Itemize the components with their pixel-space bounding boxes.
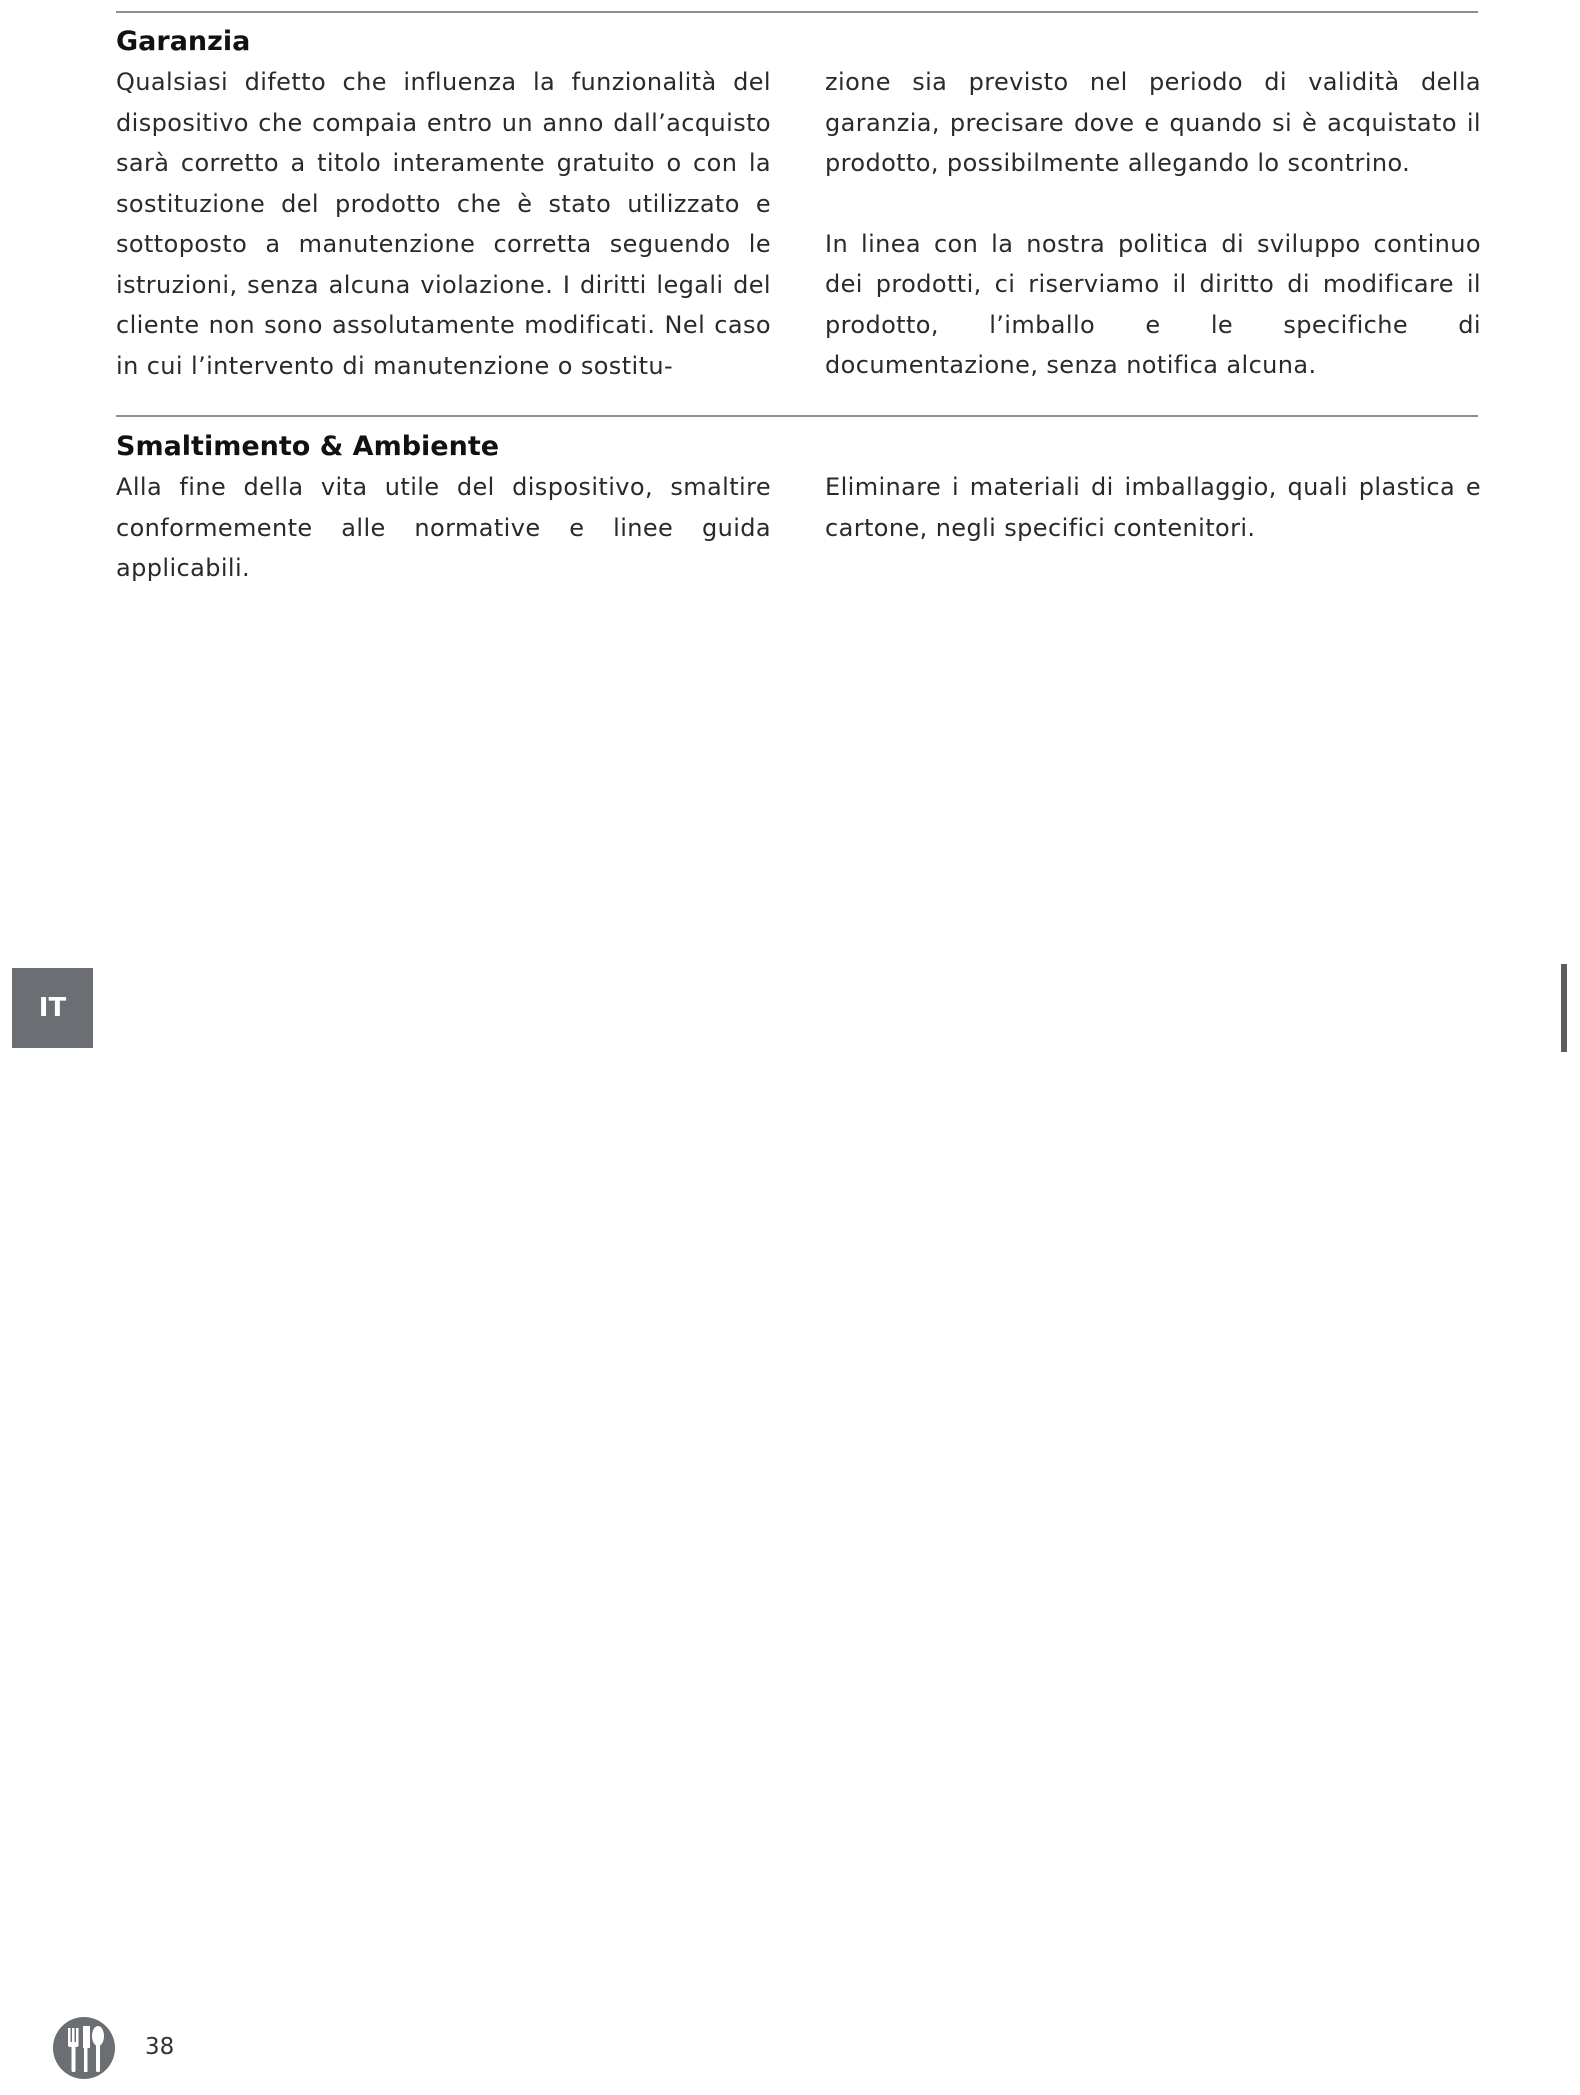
- smaltimento-left-column: [116, 467, 771, 589]
- smaltimento-right-column: [825, 467, 1481, 548]
- page-edge-marker: [1561, 964, 1567, 1052]
- language-tab: [12, 968, 93, 1048]
- language-tab-label: IT: [38, 993, 67, 1023]
- cutlery-logo-icon: [52, 2016, 116, 2080]
- section-heading-garanzia: Garanzia: [116, 26, 251, 57]
- section-divider: [116, 415, 1478, 417]
- garanzia-paragraph: zione sia previsto nel periodo di validità della garanzia, precisare dove e quando si è acquistato il prodotto, possibilmente allegando lo scontrino.: [825, 68, 1481, 177]
- page-number: 38: [145, 2034, 175, 2060]
- smaltimento-paragraph: Eliminare i materiali di imballaggio, quali plastica e cartone, negli specifici contenitori.: [825, 473, 1481, 542]
- section-heading-smaltimento: Smaltimento & Ambiente: [116, 431, 500, 462]
- garanzia-left-column: [116, 62, 771, 386]
- smaltimento-paragraph: Alla fine della vita utile del dispositivo, smaltire conformemente alle normative e linee guida applicabili.: [116, 473, 771, 582]
- garanzia-paragraph: Qualsiasi difetto che influenza la funzionalità del dispositivo che compaia entro un anno dall’acquisto sarà corretto a titolo interamente gratuito o con la sostituzione del prodotto che è stato utilizzato e sottoposto a manutenzione corretta seguendo le istruzioni, senza alcuna violazione. I diritti legali del cliente non sono assolutamente modificati. Nel caso in cui l’intervento di manutenzione o sostitu-: [116, 68, 771, 380]
- top-divider: [116, 11, 1478, 13]
- garanzia-paragraph: In linea con la nostra politica di sviluppo continuo dei prodotti, ci riserviamo il diritto di modificare il prodotto, l’imballo e le specifiche di documentazione, senza notifica alcuna.: [825, 229, 1481, 379]
- garanzia-right-column: [825, 62, 1481, 386]
